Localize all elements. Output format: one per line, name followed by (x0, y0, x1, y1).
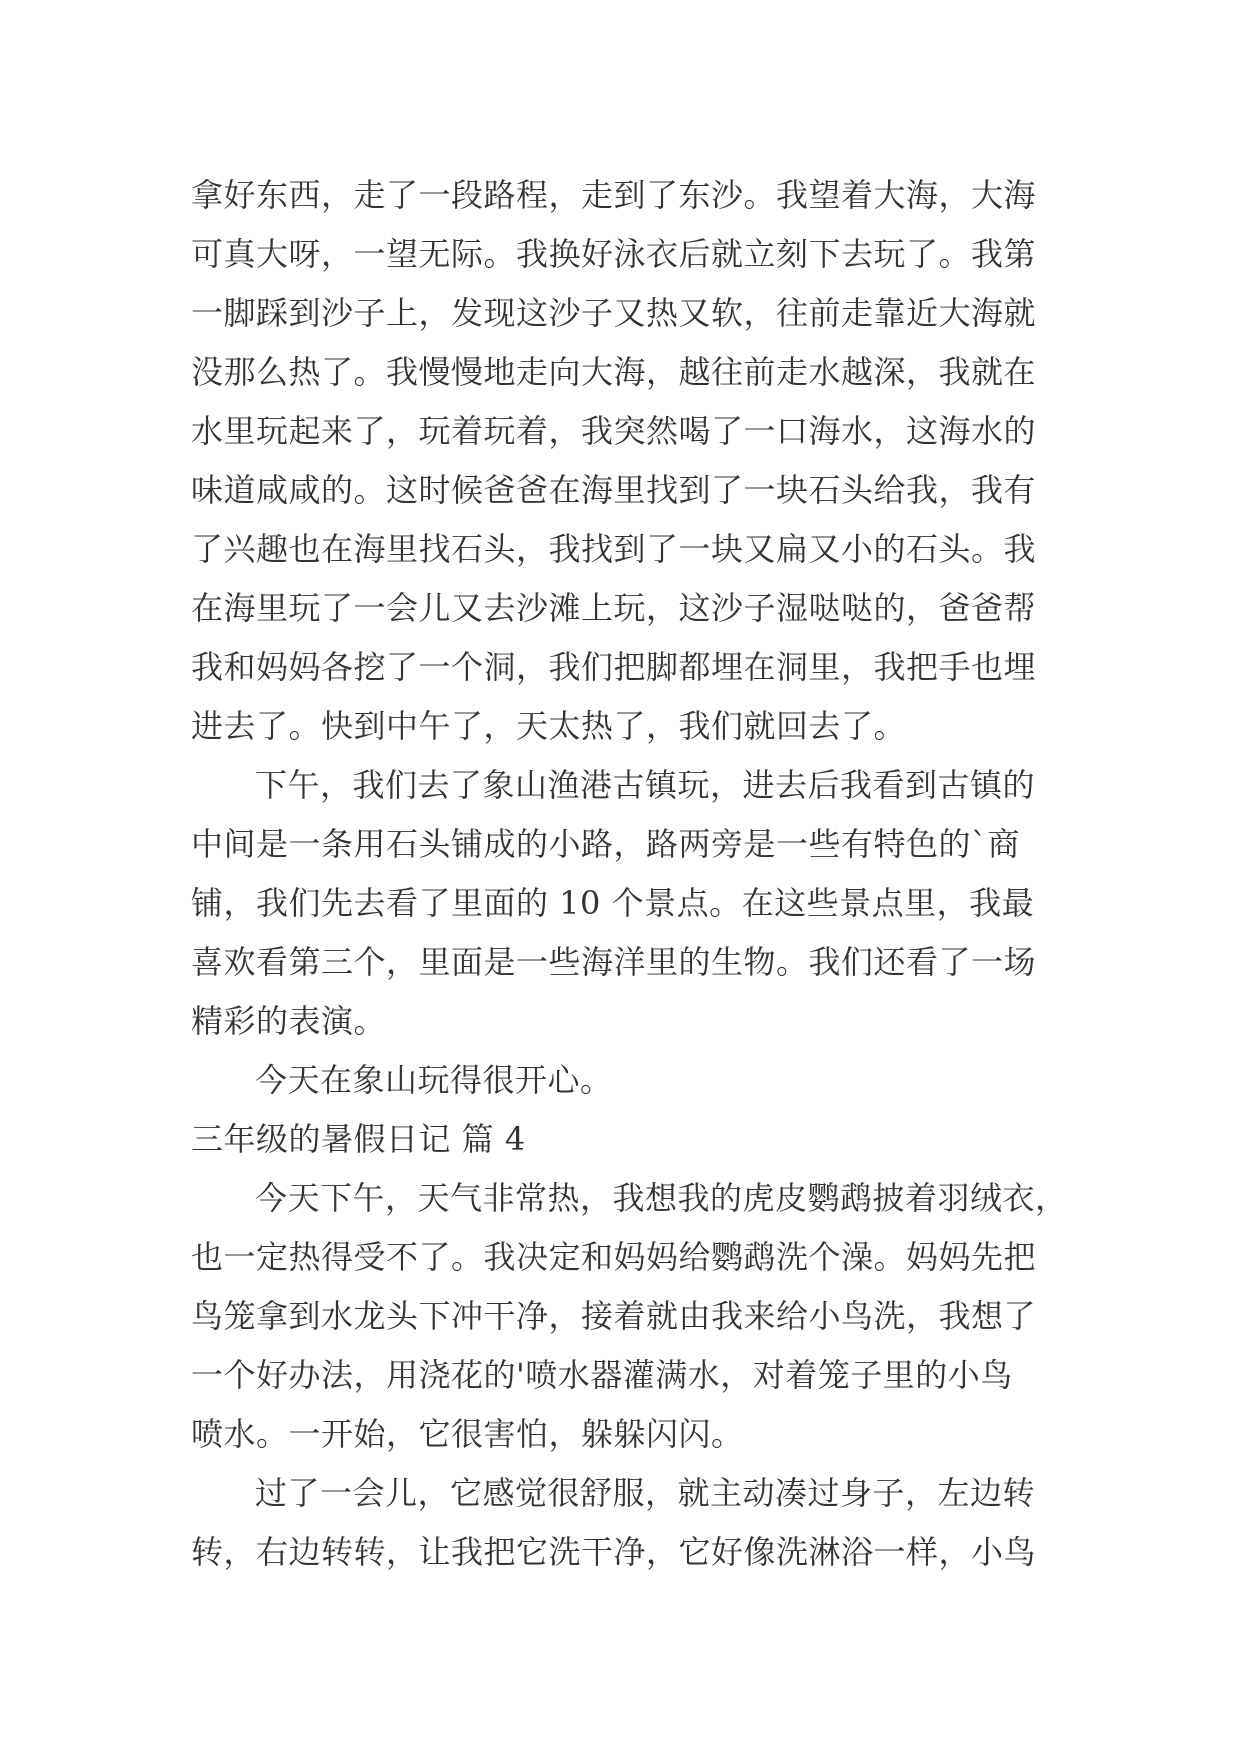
text-line: 下午，我们去了象山渔港古镇玩，进去后我看到古镇的 (255, 766, 1036, 804)
paragraph-parrot-bath (191, 1169, 1068, 1464)
paragraph-beach (191, 166, 1051, 756)
text-line: 精彩的表演。 (191, 1002, 387, 1040)
text-line: 进去了。快到中午了，天太热了，我们就回去了。 (191, 707, 907, 745)
paragraph-parrot-comfortable (191, 1464, 1051, 1582)
text-line: 喜欢看第三个，里面是一些海洋里的生物。我们还看了一场 (191, 943, 1037, 981)
text-line: 了兴趣也在海里找石头，我找到了一块又扁又小的石头。我 (191, 530, 1037, 568)
text-line: 拿好东西，走了一段路程，走到了东沙。我望着大海，大海 (191, 176, 1037, 214)
text-line: 水里玩起来了，玩着玩着，我突然喝了一口海水，这海水的 (191, 412, 1037, 450)
text-line: 转，右边转转，让我把它洗干净，它好像洗淋浴一样，小鸟 (191, 1533, 1037, 1571)
text-line: 铺，我们先去看了里面的 10 个景点。在这些景点里，我最 (191, 884, 1035, 922)
text-line: 没那么热了。我慢慢地走向大海，越往前走水越深，我就在 (191, 353, 1037, 391)
text-line: 中间是一条用石头铺成的小路，路两旁是一些有特色的`商 (191, 825, 1021, 863)
document-body (191, 166, 1068, 1582)
text-line: 过了一会儿，它感觉很舒服，就主动凑过身子，左边转 (255, 1474, 1036, 1512)
text-line: 在海里玩了一会儿又去沙滩上玩，这沙子湿哒哒的，爸爸帮 (191, 589, 1037, 627)
paragraph-conclusion (191, 1051, 1051, 1110)
paragraph-fishing-town (191, 756, 1051, 1051)
text-line: 也一定热得受不了。我决定和妈妈给鹦鹉洗个澡。妈妈先把 (191, 1238, 1037, 1276)
text-line: 今天在象山玩得很开心。 (255, 1061, 613, 1099)
text-line: 可真大呀，一望无际。我换好泳衣后就立刻下去玩了。我第 (191, 235, 1037, 273)
text-line: 鸟笼拿到水龙头下冲干净，接着就由我来给小鸟洗，我想了 (191, 1297, 1037, 1335)
text-line: 一个好办法，用浇花的'喷水器灌满水，对着笼子里的小鸟 (191, 1356, 1013, 1394)
text-line: 我和妈妈各挖了一个洞，我们把脚都埋在洞里，我把手也埋 (191, 648, 1037, 686)
text-line: 味道咸咸的。这时候爸爸在海里找到了一块石头给我，我有 (191, 471, 1037, 509)
text-line: 今天下午，天气非常热，我想我的虎皮鹦鹉披着羽绒衣， (255, 1179, 1068, 1217)
section-title: 三年级的暑假日记 篇 4 (191, 1120, 526, 1158)
text-line: 喷水。一开始，它很害怕，躲躲闪闪。 (191, 1415, 744, 1453)
text-line: 一脚踩到沙子上，发现这沙子又热又软，往前走靠近大海就 (191, 294, 1037, 332)
